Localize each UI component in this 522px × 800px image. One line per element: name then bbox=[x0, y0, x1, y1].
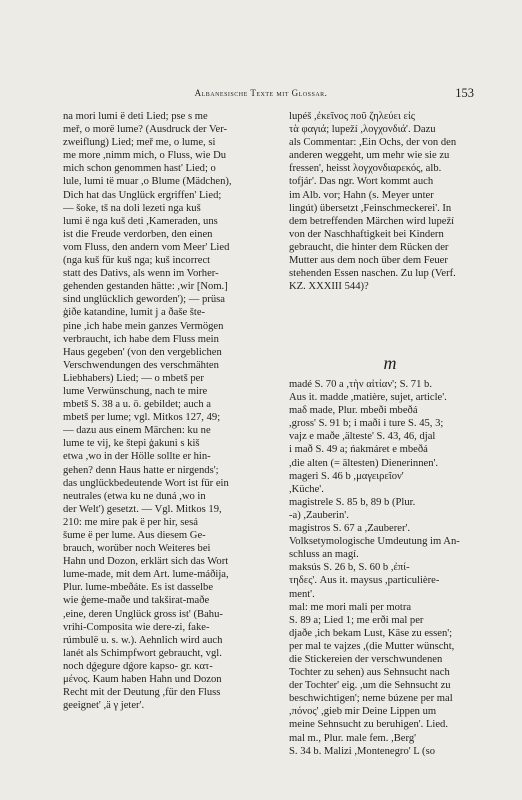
text-line: Dich hat das Unglück ergriffen' Lied; bbox=[63, 189, 222, 201]
text-line: Recht mit der Deutung ,für den Fluss bbox=[63, 687, 221, 699]
text-line: neutrales (etwa ku ne duná ,wo in bbox=[63, 490, 206, 502]
section-letter-heading: m bbox=[383, 353, 398, 373]
page-header-title: Albanesische Texte mit Glossar. bbox=[194, 88, 328, 98]
text-line: zweiflung) Lied; meř me, o lume, si bbox=[63, 137, 216, 149]
text-line: der Tochter' eig. ,um die Sehnsucht zu bbox=[289, 680, 451, 692]
text-line: Mutter aus dem noch über dem Feuer bbox=[289, 255, 448, 267]
text-line: djaðe ,ich bekam Lust, Käse zu essen'; bbox=[289, 627, 453, 639]
text-line: S. 89 a; Lied 1; me erði mal per bbox=[289, 614, 424, 626]
text-line: Tochter zu sehen) aus Sehnsucht nach bbox=[289, 667, 450, 679]
text-line: Hahn und Dozon, erklärt sich das Wort bbox=[63, 556, 229, 568]
text-line: brauch, worüber noch Weiteres bei bbox=[63, 543, 211, 555]
right-column-text-top bbox=[289, 110, 492, 293]
text-line: verbraucht, ich habe dem Fluss mein bbox=[63, 333, 219, 345]
text-line: Verschwendungen des verschmähten bbox=[63, 359, 219, 371]
text-line: ist die Freude verdorben, den einen bbox=[63, 228, 213, 240]
text-line: madé S. 70 a ,τὴν αἰτίαν'; S. 71 b. bbox=[289, 379, 432, 390]
text-line: -a) ,Zauberin'. bbox=[289, 509, 349, 521]
page-number: 153 bbox=[455, 86, 474, 100]
text-line: na mori lumi ë deti Lied; pse s me bbox=[63, 111, 208, 122]
text-line: lanét als Schimpfwort gebraucht, vgl. bbox=[63, 647, 222, 659]
text-line: gehenden gestanden hätte: ,wir [Nom.] bbox=[63, 281, 228, 293]
text-line: Plur. lume-mbeðáte. Es ist dasselbe bbox=[63, 582, 214, 594]
text-line: von der Naschhaftigkeit bei Kindern bbox=[289, 228, 444, 240]
text-line: me more ,nimm mich, o Fluss, wie Du bbox=[63, 150, 227, 162]
text-line: τὰ φαγιά; lupeží ,λογχονδιά'. Dazu bbox=[289, 124, 436, 136]
text-line: šume ë per lume. Aus diesem Ge- bbox=[63, 530, 206, 541]
text-line: gehen? denn Haus hatte er nirgends'; bbox=[63, 464, 219, 476]
text-line: Haus gegeben' (von den vergeblichen bbox=[63, 346, 222, 358]
text-line: ģiðe katandine, lumit j a ðaše šte- bbox=[63, 307, 206, 319]
text-line: mal: me mori mali per motra bbox=[289, 601, 412, 613]
text-line: pine ,ich habe mein ganzes Vermögen bbox=[63, 320, 224, 332]
text-line: 210: me mire pak ë per hir, sesá bbox=[63, 516, 198, 528]
text-line: mal m., Plur. male fem. ,Berg' bbox=[289, 732, 417, 744]
text-line: rúmbulë u. s. w.). Aehnlich wird auch bbox=[63, 634, 223, 646]
text-line: lumi ë nga kuš deti ,Kameraden, uns bbox=[63, 215, 218, 227]
text-line: per mal te vajzes ,(die Mutter wünscht, bbox=[289, 640, 455, 652]
text-line: ,Küche'. bbox=[289, 483, 324, 495]
text-line: lume te vij, ke štepi ģakuni s kiš bbox=[63, 438, 200, 450]
text-line: geeignet' ,ä γ jeter'. bbox=[63, 700, 145, 712]
text-line: Liebhabers) Lied; — o mbetš per bbox=[63, 372, 204, 384]
text-line: als Commentar: ,Ein Ochs, der von den bbox=[289, 137, 457, 149]
running-head bbox=[0, 88, 522, 102]
text-line: lume Verwünschung, nach te mire bbox=[63, 385, 208, 397]
text-line: magistros S. 67 a ,Zauberer'. bbox=[289, 523, 411, 535]
text-line: lupéš ,ἐκεῖνος ποῦ ζηλεύει εἰς bbox=[289, 111, 415, 122]
text-line: mbetš per lume; vgl. Mitkos 127, 49; bbox=[63, 412, 221, 424]
text-line: (nga kuš für kuš nga; kuš incorrect bbox=[63, 255, 211, 267]
text-line: noch dǵegure dǵore kapso- gr. κατ- bbox=[63, 660, 213, 672]
text-line: anderen weggeht, um mehr wie sie zu bbox=[289, 150, 450, 162]
text-line: ,eine, deren Unglück gross ist' (Bahu- bbox=[63, 608, 223, 620]
text-line: vajz e maðe ,älteste' S. 43, 46, djal bbox=[289, 431, 436, 443]
text-line: wie ģeme-maðe und takširat-maðe bbox=[63, 595, 210, 607]
text-line: Volksetymologische Umdeutung im An- bbox=[289, 536, 460, 548]
text-line: das unglückbedeutende Wort ist für ein bbox=[63, 477, 229, 489]
text-line: gebraucht, die hinter dem Rücken der bbox=[289, 241, 449, 253]
text-line: magistrele S. 85 b, 89 b (Plur. bbox=[289, 496, 416, 508]
text-line: sind unglücklich geworden'); — prüsa bbox=[63, 294, 225, 306]
text-line: etwa ,wo in der Hölle sollte er hin- bbox=[63, 451, 211, 463]
text-line: maδ made, Plur. mbeði mbeðá bbox=[289, 405, 418, 417]
text-line: KZ. XXXIII 544)? bbox=[289, 281, 369, 293]
text-line: fressen', heisst λογχονδιαρεκός, alb. bbox=[289, 163, 442, 175]
text-line: vom Fluss, den andern vom Meer' Lied bbox=[63, 241, 230, 253]
text-line: im Alb. vor; Hahn (s. Meyer unter bbox=[289, 189, 434, 201]
text-line: ,die alten (= ältesten) Dienerinnen'. bbox=[289, 457, 439, 469]
text-line: τηδες'. Aus it. maysus ,particulière- bbox=[289, 575, 440, 587]
text-line: beschwichtigen'; neme búzene per mal bbox=[289, 693, 453, 705]
text-line: schluss an magí. bbox=[289, 549, 359, 561]
text-line: statt des Dativs, als wenn im Vorher- bbox=[63, 268, 219, 280]
text-line: i mað S. 49 a; ńakmáret e mbeðá bbox=[289, 444, 428, 456]
text-line: mbetš S. 38 a u. ö. gebildet; auch a bbox=[63, 399, 211, 411]
text-line: meine Sehnsucht zu beruhigen'. Lied. bbox=[289, 719, 449, 731]
text-line: S. 34 b. Malizi ,Montenegro' L (so bbox=[289, 745, 435, 757]
text-line: tofjár'. Das ngr. Wort kommt auch bbox=[289, 176, 434, 188]
text-line: lingút) übersetzt ,Feinschmeckerei'. In bbox=[289, 202, 452, 214]
text-line: die Stickereien der verschwundenen bbox=[289, 653, 443, 665]
text-line: lule, lumi të muar ,o Blume (Mädchen), bbox=[63, 176, 232, 188]
text-line: mageri S. 46 b ,μαγειρεῖον' bbox=[289, 470, 404, 482]
left-column-text bbox=[63, 110, 276, 712]
text-line: meř, o morë lume? (Ausdruck der Ver- bbox=[63, 124, 228, 136]
text-line: maksús S. 26 b, S. 60 b ,ἐπί- bbox=[289, 562, 410, 574]
text-line: Aus it. madde ,matière, sujet, article'. bbox=[289, 392, 447, 404]
text-line: dem betreffenden Märchen wird lupeží bbox=[289, 215, 455, 227]
text-line: mich schon genommen hast' Lied; o bbox=[63, 163, 216, 175]
text-line: stehenden Essen naschen. Zu lup (Verf. bbox=[289, 268, 456, 280]
text-line: vrihi-Composita wie dere-zi, fake- bbox=[63, 621, 210, 633]
right-column-text-bottom bbox=[289, 378, 492, 758]
text-line: μένος. Kaum haben Hahn und Dozon bbox=[63, 674, 222, 686]
text-line: ,πόνος' ,gieb mir Deine Lippen um bbox=[289, 706, 437, 718]
text-line: ment'. bbox=[289, 588, 315, 600]
text-line: ,gross' S. 91 b; i maði i ture S. 45, 3; bbox=[289, 418, 444, 430]
text-line: — dazu aus einem Märchen: ku ne bbox=[63, 425, 211, 437]
text-line: lume-made, mit dem Art. lume-máðija, bbox=[63, 569, 229, 581]
text-line: der Welt') gesetzt. — Vgl. Mitkos 19, bbox=[63, 503, 222, 515]
text-line: — šoke, tš na doli lezeti nga kuš bbox=[63, 202, 201, 214]
